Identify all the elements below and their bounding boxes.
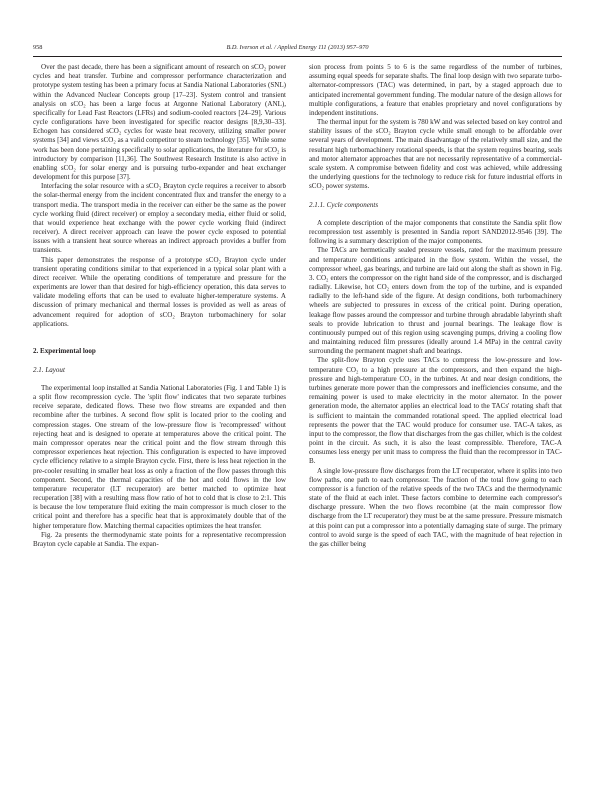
paragraph-split-flow: The split-flow Brayton cycle uses TACs to compress the low-pressure and low-temperature CO₂ to a high pressure at the compressors, and then expand the high-pressure and high-temperature CO₂ in the turbines. At and near design conditions, the turbines generate more power than the compressors and inefficiencies consume, and the remaining power is used to make electricity in the motor alternator. In the power generation mode, the alternator applies an electrical load to the TACs' rotating shaft that is sufficient to maintain the commanded rotational speed. The applied electrical load represents the power that the TAC would produce for consumer use. TAC-A takes, as input to the compressor, the flow that discharges from the gas chiller, which is the coldest point in the circuit. As such, it is also the least compressible. Therefore, TAC-A consumes less energy per unit mass to compress the fluid than the recompressor in TAC-B. (309, 356, 562, 466)
paragraph-paper-scope: This paper demonstrates the response of a prototype sCO₂ Brayton cycle under transient operating conditions similar to that experienced in a typical solar plant with a direct receiver. While the operating conditions of temperature and pressure for the experiments are lower than that desired for high-efficiency operation, this data serves to validate modeling efforts that can be used to evaluate higher-temperature systems. A discussion of primary mechanical and thermal losses is provided as well as areas of advancement required for adoption of sCO₂ Brayton turbomachinery for solar applications. (33, 255, 286, 328)
paragraph-thermal-input: The thermal input for the system is 780 kW and was selected based on key control and stability issues of the sCO₂ Brayton cycle while small enough to be affordable over several years of development. The main disadvantage of the relatively small size, and the resultant high turbomachinery rotational speeds, is that the system requires bearing, seals and motor alternator approaches that are not necessarily representative of a commercial-scale system. A compromise between fidelity and cost was achieved, while addressing the underlying questions for the technology to reduce risk for future industrial efforts in sCO₂ power systems. (309, 118, 562, 191)
paragraph-state-points: Fig. 2a presents the thermodynamic state points for a representative recompression Brayton cycle capable at Sandia. The expan- (33, 530, 286, 548)
spacer (33, 329, 286, 338)
paragraph-layout: The experimental loop installed at Sandia National Laboratories (Fig. 1 and Table 1) is a split flow recompression cycle. The 'split flow' indicates that two separate turbines receive separate, dedicated flows. These two flow streams are expanded and then recombine after the turbines. A second flow split is located prior to the cooling and compression stages. One stream of the low-pressure flow is 'recompressed' without rejecting heat and is designed to operate at temperatures above the critical point. The main compressor operates near the critical point and the flow stream through this compressor experiences heat rejection. This configuration is expected to have improved cycle efficiency relative to a simple Brayton cycle. First, there is less heat rejection in the pre-cooler resulting in smaller heat loss as only a fraction of the flow passes through this component. Second, the thermal capacities of the hot and cold flows in the low temperature recuperator (LT recuperator) are better matched to optimize heat recuperation [38] with a resulting mass flow ratio of hot to cold that is close to 2:1. This is because the low temperature fluid exiting the main compressor is much closer to the critical point and therefore has a specific heat that is approximately double that of the higher temperature flow. Matching thermal capacities optimizes the heat transfer. (33, 383, 286, 530)
page-number: 958 (33, 44, 43, 51)
spacer (309, 191, 562, 200)
paragraph-solar-interface: Interfacing the solar resource with a sCO₂ Brayton cycle requires a receiver to absorb the solar-thermal energy from the incident concentrated flux and transfer the energy to a transport media. The transport media in the receiver can either be the same as the power cycle working fluid (direct receiver) or employ a secondary media, either fluid or solid, that would experience heat exchange with the power cycle working fluid (indirect receiver). A direct receiver approach can leave the power cycle exposed to potential issues with a transient heat source whereas an indirect approach provides a buffer from transients. (33, 182, 286, 255)
running-header (33, 44, 562, 56)
paragraph-intro-research: Over the past decade, there has been a significant amount of research on sCO₂ power cycles and heat transfer. Turbine and compressor performance characterization and prototype system testing has been a primary focus at Sandia National Laboratories (SNL) within the Advanced Nuclear Concepts group [17–23]. System control and transient analysis on sCO₂ has been a large focus at Argonne National Laboratory (ANL), specifically for Lead Fast Reactors (LFRs) and sodium-cooled reactors [24–29]. Various cycle configurations have been investigated for specific reactor designs [8,9,30–33]. Echogen has considered sCO₂ cycles for waste heat recovery, utilizing smaller power systems [34] and views sCO₂ as a valid competitor to steam technology [35]. While some work has been done pertaining specifically to solar applications, the literature for sCO₂ is introductory by comparison [11,36]. The Southwest Research Institute is also active in enabling sCO₂ for solar energy and is pursuing turbo-expander and heat exchanger development for this purpose [37]. (33, 63, 286, 182)
header-rule (33, 56, 562, 57)
paragraph-expansion-continued: sion process from points 5 to 6 is the same regardless of the number of turbines, assuming equal speeds for separate shafts. The final loop design with two separate turbo-alternator-compressors (TAC) was determined, in part, by a staged approach due to anticipated incremental government funding. The modular nature of the design allows for multiple configurations, a feature that enables proprietary and novel configurations by independent institutions. (309, 63, 562, 117)
left-column (33, 63, 286, 549)
subsection-heading-layout: 2.1. Layout (33, 365, 65, 374)
paragraph-tac-description: The TACs are hermetically sealed pressure vessels, rated for the maximum pressure and temperature conditions anticipated in the flow system. Within the vessel, the compressor wheel, gas bearings, and turbine are laid out along the shaft as shown in Fig. 3. CO₂ enters the compressor on the right hand side of the compressor, and is discharged radially. Likewise, hot CO₂ enters down from the top of the turbine, and is expanded radially to the left-hand side of the figure. At design conditions, both turbomachinery wheels are subjected to pressures in excess of the critical point. During operation, leakage flow passes around the compressor and turbine through abradable labyrinth shaft seals to provide lubrication to thrust and journal bearings. The leakage flow is continuously pumped out of this region using scavenging pumps, driving a cooling flow and maintaining reduced film pressures (ideally around 1.4 MPa) in the central cavity surrounding the permanent magnet shaft and bearings. (309, 246, 562, 356)
subsection-heading-cycle-components: 2.1.1. Cycle components (309, 200, 379, 209)
paragraph-flow-split-control: A single low-pressure flow discharges from the LT recuperator, where it splits into two flow paths, one path to each compressor. The fraction of the total flow going to each compressor is a function of the relative speeds of the two TACs and the thermodynamic state of the fluid at each inlet. These factors combine to determine each compressor's discharge pressure. When the two flows recombine (at the main compressor flow discharge from the LT recuperator) they must be at the same pressure. Pressure mismatch at this point can put a compressor into a potentially damaging state of surge. The primary control to avoid surge is the speed of each TAC, with the magnitude of heat rejection in the gas chiller being (309, 466, 562, 548)
right-column (309, 63, 562, 549)
section-heading-experimental-loop: 2. Experimental loop (33, 347, 96, 356)
journal-citation: B.D. Iverson et al. / Applied Energy 111 (2013) 957–970 (226, 44, 369, 51)
paragraph-component-summary: A complete description of the major components that constitute the Sandia split flow recompression test assembly is presented in Sandia report SAND2012-9546 [39]. The following is a summary description of the major components. (309, 218, 562, 246)
